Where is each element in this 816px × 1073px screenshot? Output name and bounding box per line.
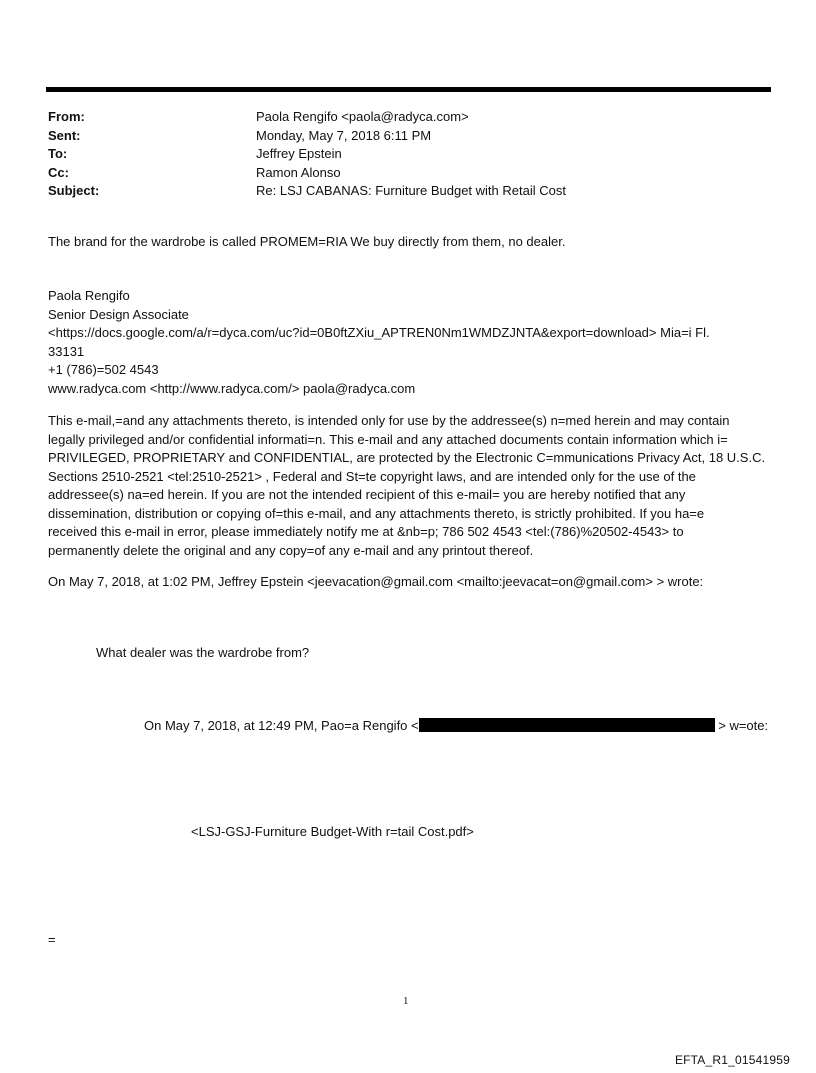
disclaimer-line: Sections 2510-2521 <tel:2510-2521> , Federal and St=te copyright laws, and are intended only for the use of the — [48, 468, 696, 484]
disclaimer-line: addressee(s) na=ed herein. If you are not the intended recipient of this e-mail= you are hereby notified that any — [48, 487, 686, 502]
page-number: 1 — [403, 995, 409, 1007]
quoted-question: What dealer was the wardrobe from? — [96, 645, 310, 660]
reply-header — [48, 573, 778, 592]
from-label: From: — [48, 109, 85, 124]
attachment-reference: <LSJ-GSJ-Furniture Budget-With r=tail Cost.pdf> — [191, 824, 474, 839]
from-row — [48, 108, 768, 127]
disclaimer-line: permanently delete the original and any copy=of any e-mail and any printout thereof. — [48, 542, 534, 558]
signature-web-email: www.radyca.com <http://www.radyca.com/> paola@radyca.com — [48, 380, 416, 396]
intro-paragraph — [48, 233, 778, 252]
nested-header-before: On May 7, 2018, at 12:49 PM, Pao=a Rengifo < — [144, 718, 419, 733]
disclaimer-line: legally privileged and/or confidential informati=n. This e-mail and any attached documents contain information which i= — [48, 431, 728, 447]
signature-block — [48, 287, 778, 398]
signature-zip: 33131 — [48, 343, 85, 359]
email-header — [48, 108, 768, 201]
cc-value: Ramon Alonso — [256, 164, 341, 180]
nested-reply-header — [144, 718, 768, 733]
signature-name: Paola Rengifo — [48, 288, 130, 303]
trailing-character: = — [48, 932, 56, 947]
to-row — [48, 145, 768, 164]
intro-line: The brand for the wardrobe is called PROMEM=RIA We buy directly from them, no dealer. — [48, 234, 566, 249]
subject-label: Subject: — [48, 183, 100, 198]
signature-title: Senior Design Associate — [48, 306, 189, 322]
disclaimer-line: PRIVILEGED, PROPRIETARY and CONFIDENTIAL, are protected by the Electronic C=mmunications Privacy Act, 18 U.S.C. — [48, 450, 766, 465]
sent-label: Sent: — [48, 127, 81, 143]
signature-address-link: <https://docs.google.com/a/r=dyca.com/uc?id=0B0ftZXiu_APTREN0Nm1WMDZJNTA&export=download> Mia=i Fl. — [48, 325, 710, 340]
sent-value: Monday, May 7, 2018 6:11 PM — [256, 127, 432, 143]
subject-row — [48, 182, 768, 201]
disclaimer-line: dissemination, distribution or copying of=this e-mail, and any attachments thereto, is strictly prohibited. If you ha=e — [48, 505, 705, 521]
sent-row — [48, 127, 768, 146]
to-label: To: — [48, 146, 68, 161]
redaction-bar — [419, 718, 715, 732]
to-value: Jeffrey Epstein — [256, 146, 342, 161]
reply-header-line: On May 7, 2018, at 1:02 PM, Jeffrey Epstein <jeevacation@gmail.com <mailto:jeevacat=on@gmail.com> > wrote: — [48, 574, 704, 589]
disclaimer-line: received this e-mail in error, please immediately notify me at &nb=p; 786 502 4543 <tel:(786)%20502-4543> to — [48, 524, 684, 539]
signature-phone: +1 (786)=502 4543 — [48, 362, 159, 377]
bates-stamp: EFTA_R1_01541959 — [674, 1053, 790, 1067]
from-value: Paola Rengifo <paola@radyca.com> — [256, 109, 469, 124]
disclaimer-paragraph — [48, 412, 778, 560]
disclaimer-line: This e-mail,=and any attachments thereto, is intended only for use by the addressee(s) n=med herein and may contain — [48, 413, 730, 428]
subject-value: Re: LSJ CABANAS: Furniture Budget with Retail Cost — [256, 183, 566, 198]
header-rule — [46, 87, 771, 92]
cc-row — [48, 164, 768, 183]
nested-header-after: > w=ote: — [714, 718, 769, 733]
cc-label: Cc: — [48, 164, 69, 180]
